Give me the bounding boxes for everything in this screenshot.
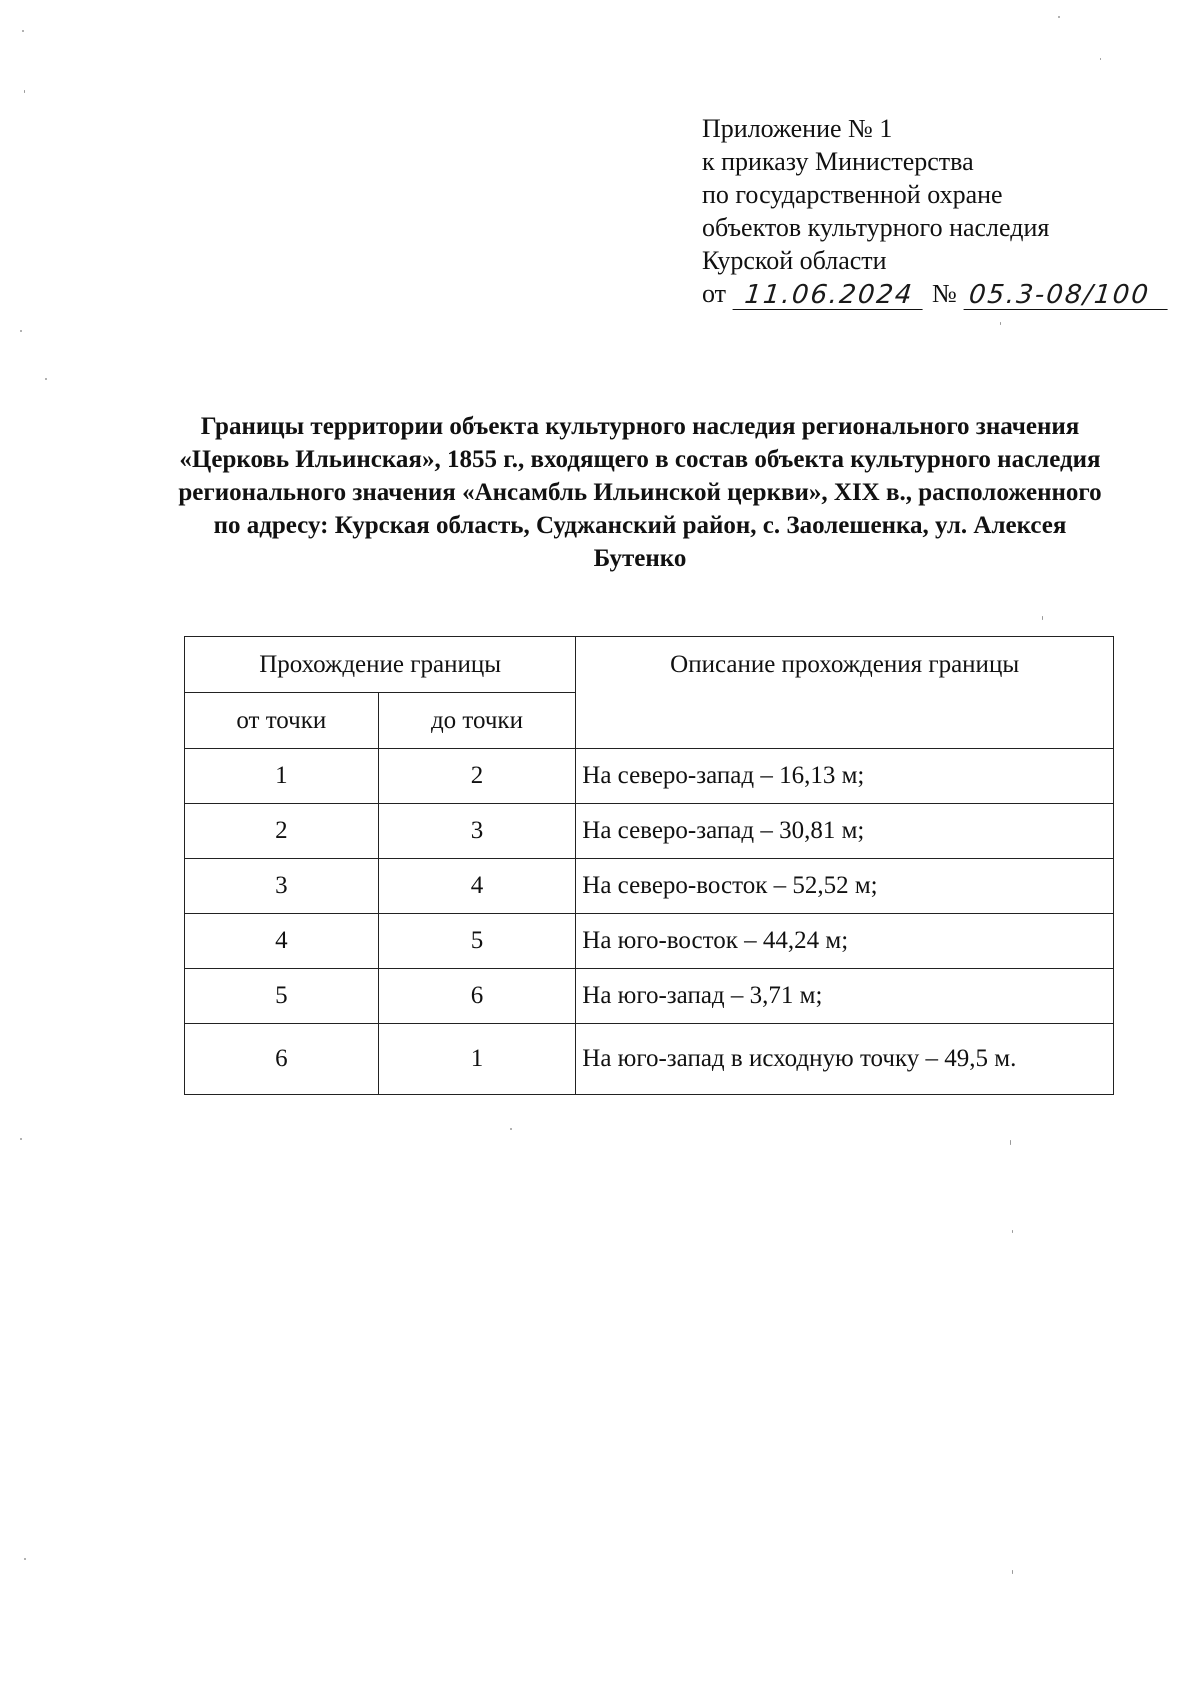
table-row bbox=[185, 1024, 1114, 1095]
cell-description: На северо-запад – 30,81 м; bbox=[576, 804, 1114, 859]
scan-speck bbox=[20, 1138, 22, 1140]
cell-description: На северо-восток – 52,52 м; bbox=[576, 859, 1114, 914]
cell-description: На юго-восток – 44,24 м; bbox=[576, 914, 1114, 969]
scan-speck bbox=[510, 1128, 512, 1130]
header-boundary-description: Описание прохождения границы bbox=[576, 637, 1114, 749]
cell-to-point: 3 bbox=[378, 804, 576, 859]
scan-speck bbox=[22, 30, 24, 32]
table-row bbox=[185, 914, 1114, 969]
scan-speck bbox=[45, 378, 47, 380]
table-row bbox=[185, 749, 1114, 804]
table-row bbox=[185, 859, 1114, 914]
handwritten-date: 11.06.2024 bbox=[733, 282, 926, 310]
scan-speck bbox=[24, 90, 25, 93]
cell-from-point: 2 bbox=[185, 804, 379, 859]
scan-speck bbox=[1058, 16, 1060, 18]
scan-speck bbox=[1042, 616, 1043, 620]
annex-ministry-line-2: объектов культурного наследия bbox=[702, 213, 1050, 242]
table-row bbox=[185, 969, 1114, 1024]
annex-block bbox=[702, 112, 1162, 310]
cell-to-point: 5 bbox=[378, 914, 576, 969]
cell-from-point: 5 bbox=[185, 969, 379, 1024]
table-header-row bbox=[185, 637, 1114, 693]
cell-from-point: 6 bbox=[185, 1024, 379, 1095]
scan-speck bbox=[1000, 322, 1001, 325]
annex-region: Курской области bbox=[702, 246, 887, 275]
header-from-point: от точки bbox=[185, 693, 379, 749]
cell-to-point: 6 bbox=[378, 969, 576, 1024]
cell-description: На юго-запад – 3,71 м; bbox=[576, 969, 1114, 1024]
table-row bbox=[185, 804, 1114, 859]
cell-from-point: 3 bbox=[185, 859, 379, 914]
annex-date-number-line bbox=[702, 277, 1162, 310]
scan-speck bbox=[1012, 1570, 1013, 1574]
header-to-point: до точки bbox=[378, 693, 576, 749]
boundary-table bbox=[184, 636, 1114, 1095]
annex-ministry-line: по государственной охране bbox=[702, 180, 1003, 209]
cell-description: На юго-запад в исходную точку – 49,5 м. bbox=[576, 1024, 1114, 1095]
scan-speck bbox=[1010, 1140, 1011, 1145]
document-title: Границы территории объекта культурного наследия регионального значения «Церковь Ильинская», 1855 г., входящего в состав объекта культурного наследия регионального значения «Ансамбль Ильинской церкви», XIX в., расположенного по адресу: Курская область, Суджанский район, с. Заолешенка, ул. Алексея Бутенко bbox=[178, 413, 1102, 572]
cell-to-point: 2 bbox=[378, 749, 576, 804]
cell-from-point: 1 bbox=[185, 749, 379, 804]
annex-title: Приложение № 1 bbox=[702, 114, 893, 143]
cell-from-point: 4 bbox=[185, 914, 379, 969]
cell-to-point: 1 bbox=[378, 1024, 576, 1095]
annex-order-ref: к приказу Министерства bbox=[702, 147, 974, 176]
scan-speck bbox=[1012, 1230, 1013, 1233]
scan-speck bbox=[24, 1558, 26, 1560]
handwritten-order-number: 05.3-08/100 bbox=[963, 282, 1170, 310]
scan-speck bbox=[1100, 58, 1101, 60]
cell-description: На северо-запад – 16,13 м; bbox=[576, 749, 1114, 804]
scan-speck bbox=[20, 330, 22, 332]
from-label: от bbox=[702, 279, 727, 308]
number-label: № bbox=[932, 279, 957, 308]
cell-to-point: 4 bbox=[378, 859, 576, 914]
header-boundary-passage: Прохождение границы bbox=[185, 637, 576, 693]
